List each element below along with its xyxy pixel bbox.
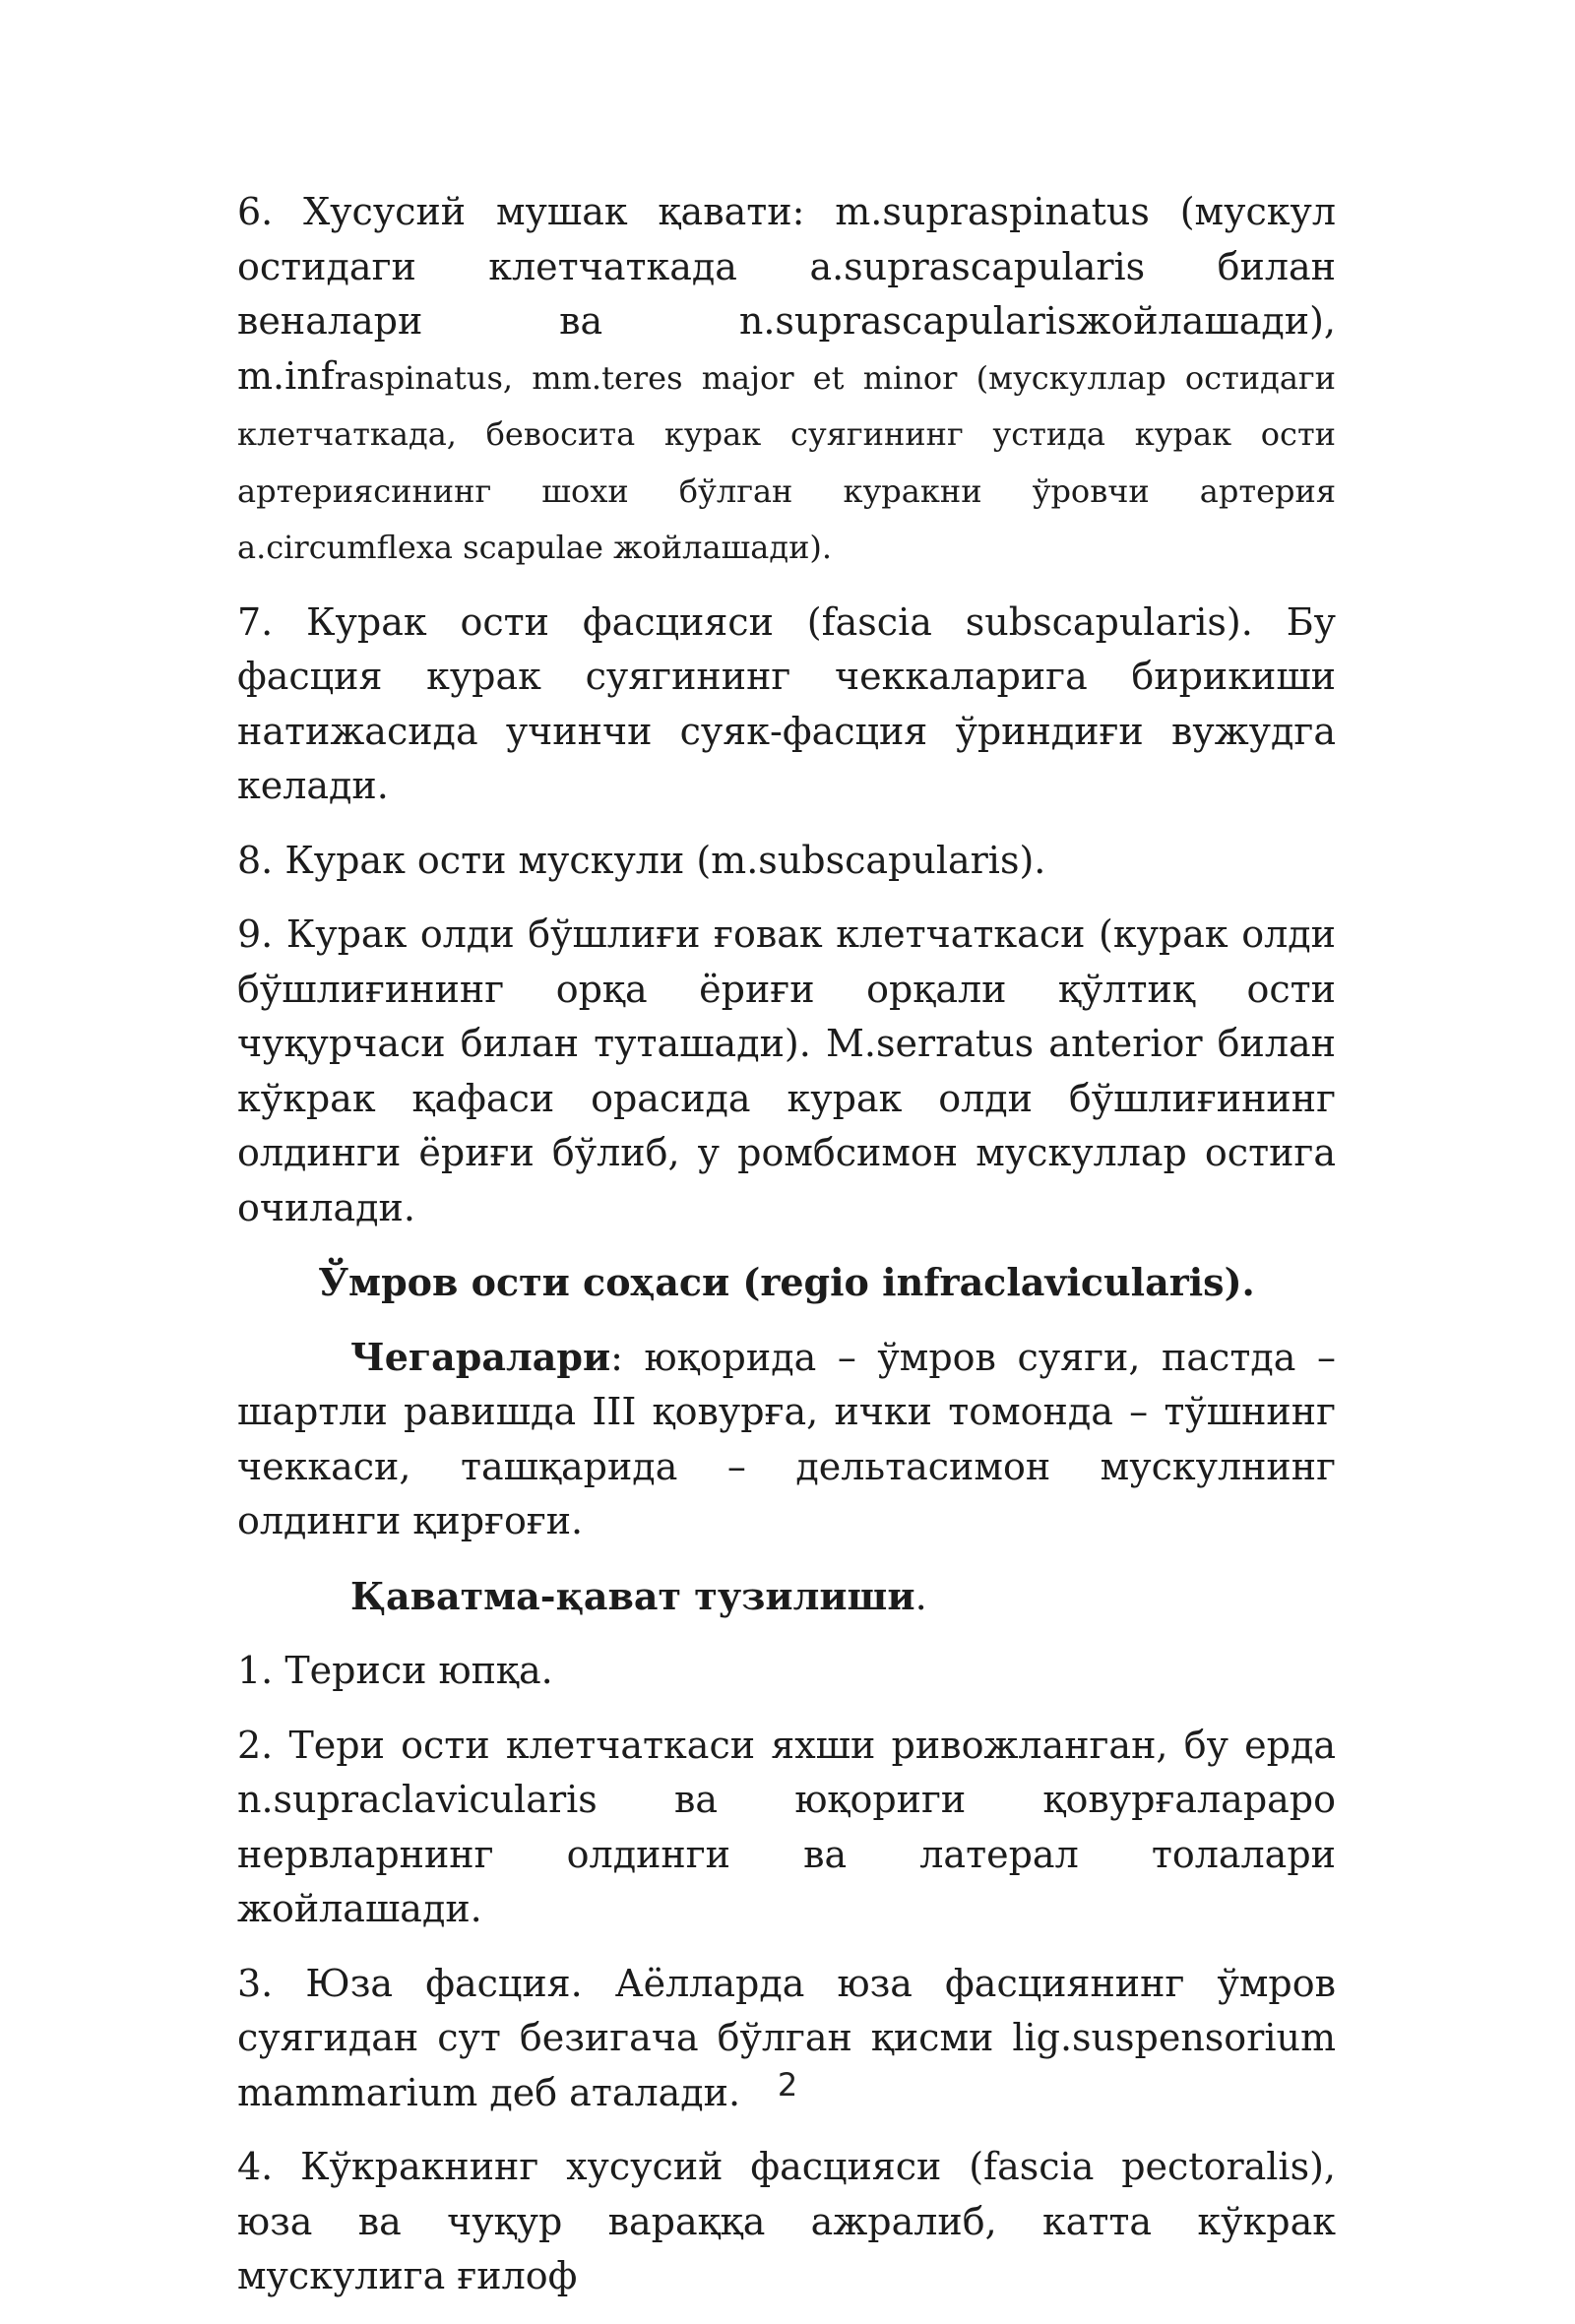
borders-text: : юқорида – ўмров суяги, пастда – шартли равишда III қовурға, ички томонда – тўшнинг чеккаси, ташқарида – дельтасимон мускулнинг олдинги қирғоғи. xyxy=(237,1335,1336,1542)
borders-paragraph xyxy=(237,1330,1336,1549)
layers-heading xyxy=(237,1569,1336,1625)
list-item-2: 2. Тери ости клетчаткаси яхши ривожланган, бу ерда n.supraclavicularis ва юқориги қовурғалараро нервларнинг олдинги ва латерал толалари жойлашади. xyxy=(237,1723,1336,1930)
paragraph-7: 7. Курак ости фасцияси (fascia subscapularis). Бу фасция курак суягининг чеккаларига бирикиши натижасида учинчи суяк-фасция ўриндиғи вужудга келади. xyxy=(237,599,1336,807)
layers-dot: . xyxy=(914,1574,927,1618)
list-item-3: 3. Юза фасция. Аёлларда юза фасциянинг ўмров суягидан сут безигача бўлган қисми lig.suspensorium mammarium деб аталади. xyxy=(237,1961,1336,2114)
paragraph-6-tail: raspinatus, mm.teres major et minor (мускуллар остидаги клетчаткада, бевосита курак суягининг устида курак ости артериясининг шохи бўлган куракни ўровчи артерия a.circumflexa scapulae жойлашади). xyxy=(237,358,1336,566)
page-number: 2 xyxy=(777,2066,798,2104)
paragraph-6-text: 6. Хусусий мушак қавати: m.supraspinatus (мускул остидаги клетчаткада a.suprascapularis билан веналари ва n.suprascapularisжойлашади), m.inf xyxy=(237,190,1336,398)
document-page xyxy=(237,185,1336,2324)
paragraph-9: 9. Курак олди бўшлиғи ғовак клетчаткаси (курак олди бўшлиғининг орқа ёриғи орқали қўлтиқ ости чуқурчаси билан туташади). M.serratus anterior билан кўкрак қафаси орасида курак олди бўшлиғининг олдинги ёриғи бўлиб, у ромбсимон мускуллар остига очилади. xyxy=(237,912,1336,1229)
paragraph-8: 8. Курак ости мускули (m.subscapularis). xyxy=(237,838,1046,882)
section-heading: Ўмров ости соҳаси (regio infraclavicularis). xyxy=(318,1260,1255,1304)
paragraph-6 xyxy=(237,185,1336,576)
borders-label: Чегаралари xyxy=(350,1334,611,1379)
list-item-4: 4. Кўкракнинг хусусий фасцияси (fascia pectoralis), юза ва чуқур вараққа ажралиб, катта кўкрак мускулига ғилоф xyxy=(237,2145,1336,2297)
list-item-1: 1. Териси юпқа. xyxy=(237,1649,553,1692)
layers-label: Қаватма-қават тузилиши xyxy=(350,1573,915,1618)
